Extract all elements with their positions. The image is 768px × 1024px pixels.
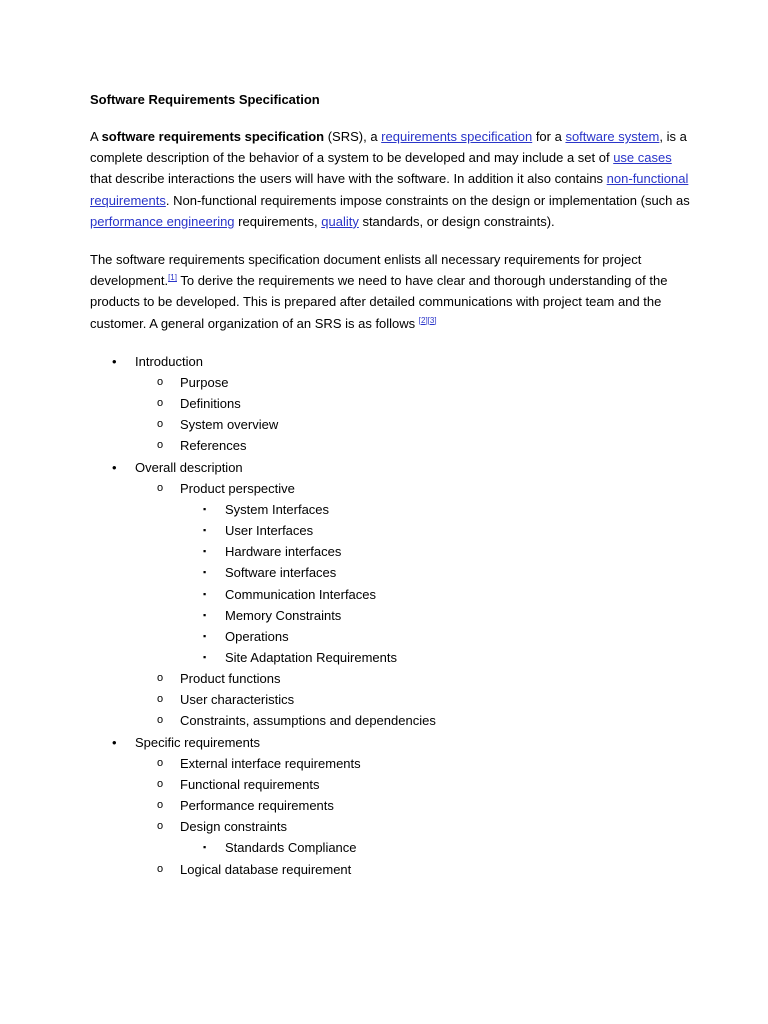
text: The software requirements specification document enlists all necessary requirements for project development. [90, 252, 642, 289]
srs-outline [90, 351, 690, 880]
circle-bullet-icon: o [157, 397, 164, 410]
citation-3[interactable]: [3] [427, 315, 437, 325]
list-item [180, 605, 690, 626]
list-item-label: References [180, 438, 247, 454]
text: . Non-functional requirements impose constraints on the design or implementation (such as [165, 192, 690, 208]
list-item-label: Logical database requirement [180, 861, 352, 877]
list-item [135, 668, 690, 689]
list-item [135, 774, 690, 795]
list-item-label: Design constraints [180, 819, 287, 835]
list-item-label: Overall description [135, 459, 243, 475]
square-bullet-icon: ▪ [203, 842, 207, 853]
square-bullet-icon: ▪ [203, 503, 207, 514]
list-item-label: Memory Constraints [225, 607, 342, 623]
list-item-label: Definitions [180, 396, 241, 412]
intro-paragraph [90, 126, 690, 232]
list-item-label: System overview [180, 417, 279, 433]
link-non-functional-requirements[interactable]: non-functional requirements [90, 171, 689, 208]
text: , is a complete description of the behavior of a system to be developed and may include a set of [90, 129, 687, 166]
square-bullet-icon: ▪ [203, 588, 207, 599]
link-performance-engineering[interactable]: performance engineering [90, 213, 235, 229]
list-item-label: Hardware interfaces [225, 544, 342, 560]
document-title: Software Requirements Specification [90, 92, 320, 107]
list-item-label: Product perspective [180, 480, 295, 496]
circle-bullet-icon: o [157, 714, 164, 727]
text: To derive the requirements we need to have clear and thorough understanding of the products to be developed. This is prepared after detailed communications with project team and the customer. A general organization of an SRS is as follows [90, 273, 668, 331]
organization-paragraph [90, 249, 690, 334]
bold-term: software requirements specification [101, 129, 325, 144]
list-item-label: User Interfaces [225, 523, 314, 539]
list-item [135, 372, 690, 393]
bullet-icon: • [112, 459, 117, 475]
list-item-label: External interface requirements [180, 755, 361, 771]
sublist [135, 372, 690, 457]
list-item [135, 816, 690, 858]
list-item-label: Product functions [180, 671, 281, 687]
list-item [135, 689, 690, 710]
circle-bullet-icon: o [157, 799, 164, 812]
list-item [180, 562, 690, 583]
list-item [135, 414, 690, 435]
list-item [180, 499, 690, 520]
list-item [180, 584, 690, 605]
circle-bullet-icon: o [157, 481, 164, 494]
list-item [135, 753, 690, 774]
list-item [90, 732, 690, 880]
square-bullet-icon: ▪ [203, 652, 207, 663]
list-item-label: Communication Interfaces [225, 586, 377, 602]
list-item [135, 435, 690, 456]
text: (SRS), a [324, 129, 382, 144]
text: standards, or design constraints). [358, 213, 555, 229]
list-item-label: Purpose [180, 374, 229, 390]
sublist [180, 837, 690, 858]
list-item-label: Introduction [135, 353, 203, 369]
list-item [90, 457, 690, 732]
link-use-cases[interactable]: use cases [613, 150, 672, 166]
circle-bullet-icon: o [157, 820, 164, 833]
bullet-icon: • [112, 353, 117, 369]
bullet-icon: • [112, 734, 117, 750]
list-item [180, 647, 690, 668]
sublist [135, 753, 690, 880]
circle-bullet-icon: o [157, 777, 164, 790]
circle-bullet-icon: o [157, 375, 164, 388]
sublist [135, 478, 690, 732]
square-bullet-icon: ▪ [203, 630, 207, 641]
citation-1[interactable]: [1] [168, 273, 177, 283]
list-item-label: User characteristics [180, 692, 295, 708]
list-item [135, 710, 690, 731]
citation-2[interactable]: [2] [418, 315, 428, 325]
list-item [180, 541, 690, 562]
circle-bullet-icon: o [157, 418, 164, 431]
list-item [180, 626, 690, 647]
list-item [135, 859, 690, 880]
circle-bullet-icon: o [157, 862, 164, 875]
list-item [180, 520, 690, 541]
list-item [90, 351, 690, 457]
list-item-label: System Interfaces [225, 501, 330, 517]
list-item-label: Site Adaptation Requirements [225, 650, 397, 666]
text: requirements, [234, 213, 322, 229]
list-item-label: Software interfaces [225, 565, 337, 581]
text: for a [532, 129, 566, 144]
list-item-label: Specific requirements [135, 734, 260, 750]
list-item-label: Standards Compliance [225, 840, 357, 856]
link-software-system[interactable]: software system [565, 129, 660, 144]
list-item-label: Performance requirements [180, 798, 334, 814]
circle-bullet-icon: o [157, 672, 164, 685]
list-item [180, 837, 690, 858]
list-item [135, 795, 690, 816]
text: that describe interactions the users will have with the software. In addition it also contains [90, 171, 607, 187]
list-item [135, 393, 690, 414]
circle-bullet-icon: o [157, 756, 164, 769]
square-bullet-icon: ▪ [203, 525, 207, 536]
text: A [90, 129, 102, 144]
link-requirements-specification[interactable]: requirements specification [381, 129, 533, 144]
list-item [135, 478, 690, 668]
list-item-label: Operations [225, 628, 289, 644]
list-item-label: Functional requirements [180, 776, 320, 792]
circle-bullet-icon: o [157, 693, 164, 706]
square-bullet-icon: ▪ [203, 546, 207, 557]
link-quality[interactable]: quality [321, 213, 359, 229]
square-bullet-icon: ▪ [203, 609, 207, 620]
square-bullet-icon: ▪ [203, 567, 207, 578]
list-item-label: Constraints, assumptions and dependencies [180, 713, 436, 729]
circle-bullet-icon: o [157, 439, 164, 452]
sublist [180, 499, 690, 668]
document-body [90, 91, 690, 880]
